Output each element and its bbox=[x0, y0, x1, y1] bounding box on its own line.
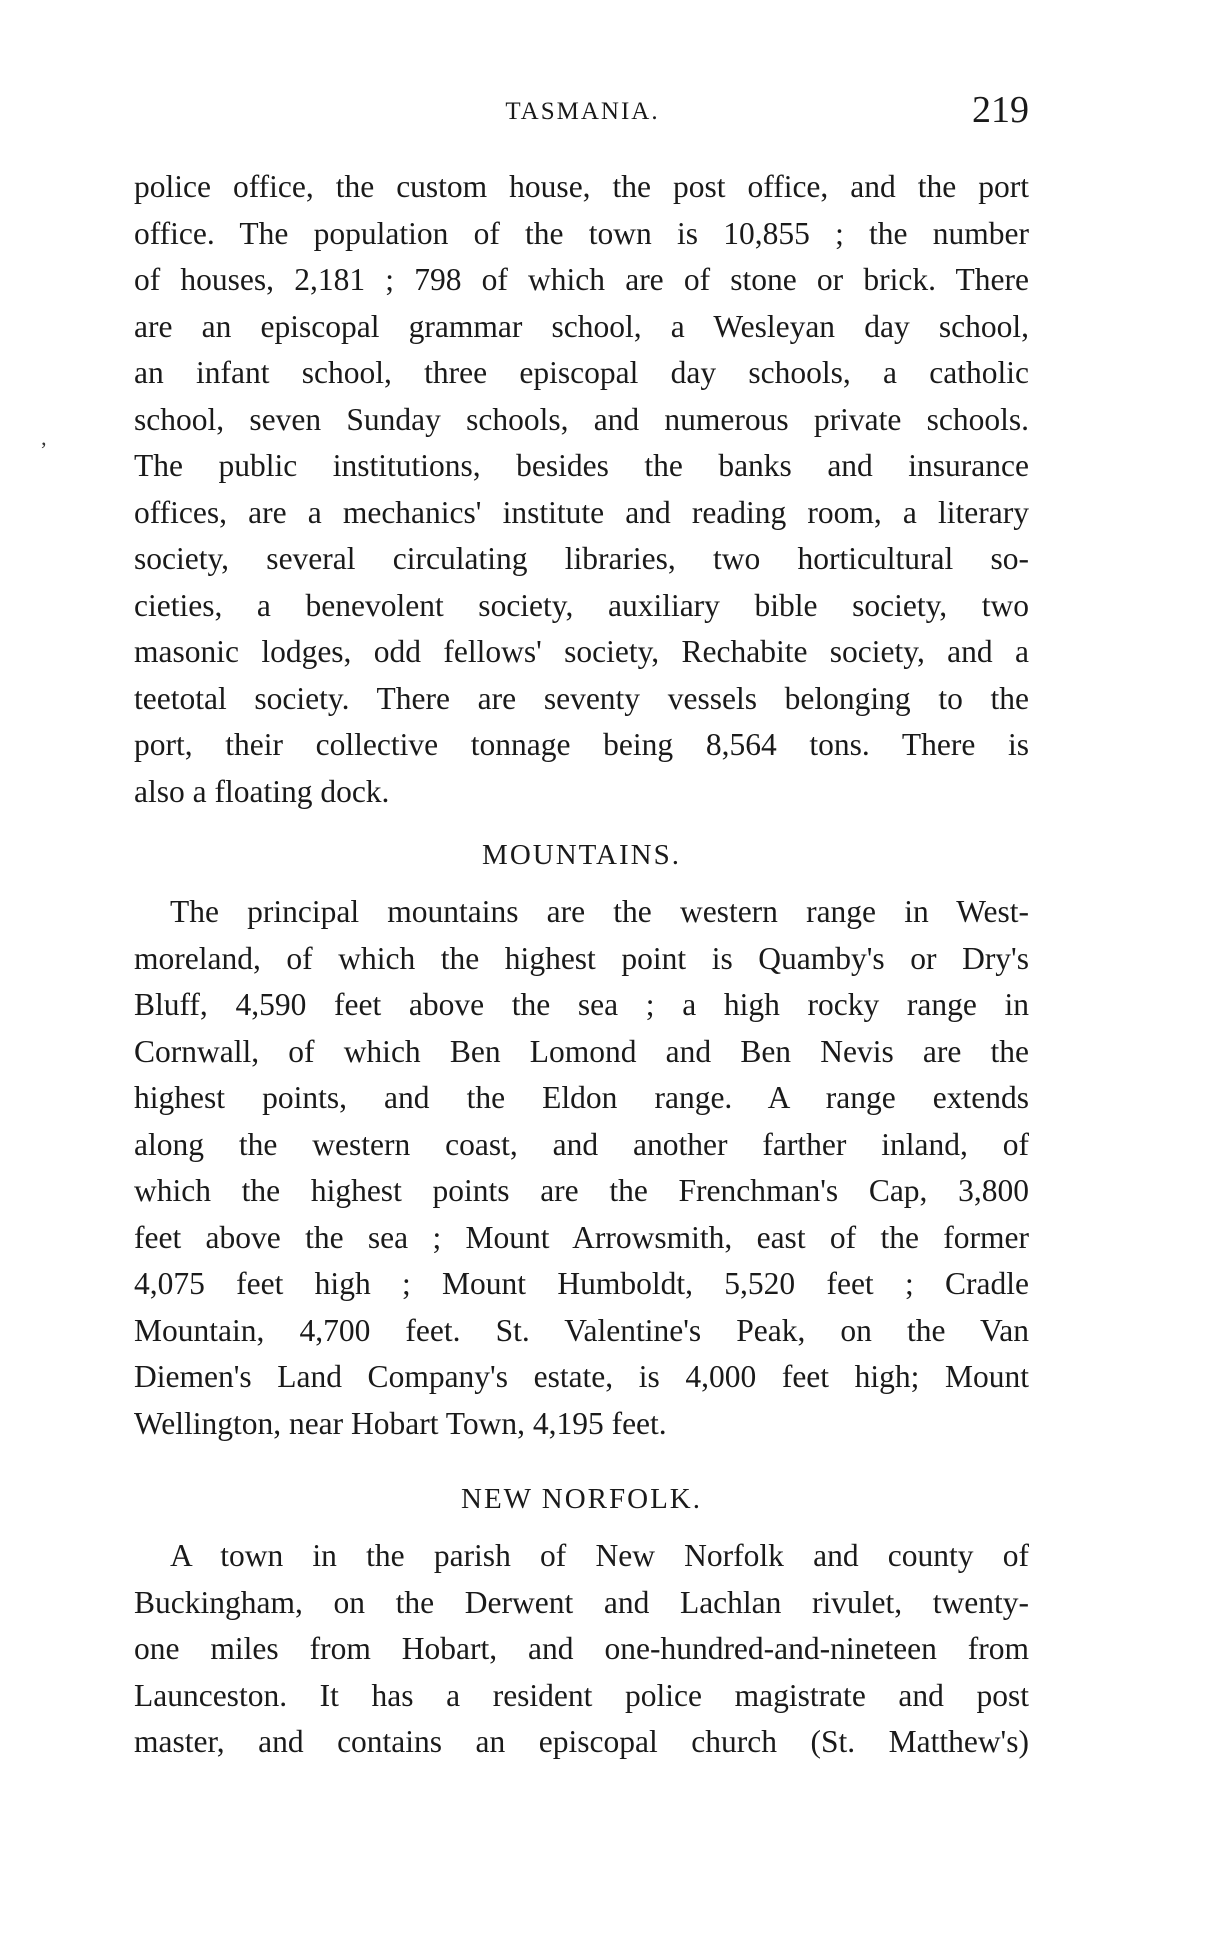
text-line: Launceston. It has a resident police magistrate and post bbox=[134, 1677, 1029, 1713]
text-line: feet above the sea ; Mount Arrowsmith, east of the former bbox=[134, 1219, 1029, 1255]
text-line: cieties, a benevolent society, auxiliary bible society, two bbox=[134, 587, 1029, 623]
text-line: also a floating dock. bbox=[134, 773, 390, 809]
text-line: an infant school, three episcopal day schools, a catholic bbox=[134, 355, 1029, 390]
text-line: master, and contains an episcopal church (St. Matthew's) bbox=[134, 1724, 1029, 1759]
text-line: teetotal society. There are seventy vessels belonging to the bbox=[134, 680, 1029, 716]
text-line: highest points, and the Eldon range. A range extends bbox=[134, 1080, 1029, 1115]
text-line: are an episcopal grammar school, a Wesleyan day school, bbox=[134, 308, 1029, 344]
text-line: A town in the parish of New Norfolk and county of bbox=[170, 1538, 1029, 1573]
page-number: 219 bbox=[972, 89, 1029, 131]
text-line: of houses, 2,181 ; 798 of which are of stone or brick. There bbox=[134, 262, 1029, 297]
section-heading-new-norfolk: NEW NORFOLK. bbox=[461, 1483, 702, 1515]
text-line: port, their collective tonnage being 8,564 tons. There is bbox=[134, 727, 1029, 762]
text-line: 4,075 feet high ; Mount Humboldt, 5,520 feet ; Cradle bbox=[134, 1266, 1029, 1301]
text-line: society, several circulating libraries, two horticultural so- bbox=[134, 541, 1029, 576]
text-line: Buckingham, on the Derwent and Lachlan rivulet, twenty- bbox=[134, 1584, 1029, 1620]
body-text bbox=[134, 164, 1029, 1766]
text-line: police office, the custom house, the post office, and the port bbox=[134, 169, 1029, 204]
text-line: Cornwall, of which Ben Lomond and Ben Nevis are the bbox=[134, 1033, 1029, 1069]
text-line: Wellington, near Hobart Town, 4,195 feet. bbox=[134, 1405, 667, 1441]
text-line: one miles from Hobart, and one-hundred-and-nineteen from bbox=[134, 1631, 1029, 1666]
margin-mark: ‚ bbox=[40, 425, 48, 450]
section-heading-mountains: MOUNTAINS. bbox=[482, 839, 681, 871]
text-line: which the highest points are the Frenchman's Cap, 3,800 bbox=[134, 1173, 1029, 1208]
paragraph-new-norfolk bbox=[134, 1533, 1029, 1766]
text-line: office. The population of the town is 10,855 ; the number bbox=[134, 215, 1029, 251]
text-line: Bluff, 4,590 feet above the sea ; a high rocky range in bbox=[134, 987, 1029, 1022]
text-line: Mountain, 4,700 feet. St. Valentine's Peak, on the Van bbox=[134, 1312, 1029, 1348]
text-line: along the western coast, and another farther inland, of bbox=[134, 1126, 1029, 1162]
text-line: Diemen's Land Company's estate, is 4,000 feet high; Mount bbox=[134, 1359, 1029, 1394]
text-line: masonic lodges, odd fellows' society, Rechabite society, and a bbox=[134, 634, 1029, 669]
text-line: The principal mountains are the western range in West- bbox=[170, 894, 1029, 929]
text-line: offices, are a mechanics' institute and reading room, a literary bbox=[134, 494, 1029, 530]
text-line: moreland, of which the highest point is Quamby's or Dry's bbox=[134, 940, 1029, 976]
running-head bbox=[136, 89, 1029, 132]
paragraph-town-description bbox=[134, 164, 1029, 815]
text-line: The public institutions, besides the banks and insurance bbox=[134, 448, 1029, 483]
running-title: TASMANIA. bbox=[505, 98, 660, 125]
text-line: school, seven Sunday schools, and numerous private schools. bbox=[134, 401, 1029, 437]
paragraph-mountains bbox=[134, 889, 1029, 1447]
